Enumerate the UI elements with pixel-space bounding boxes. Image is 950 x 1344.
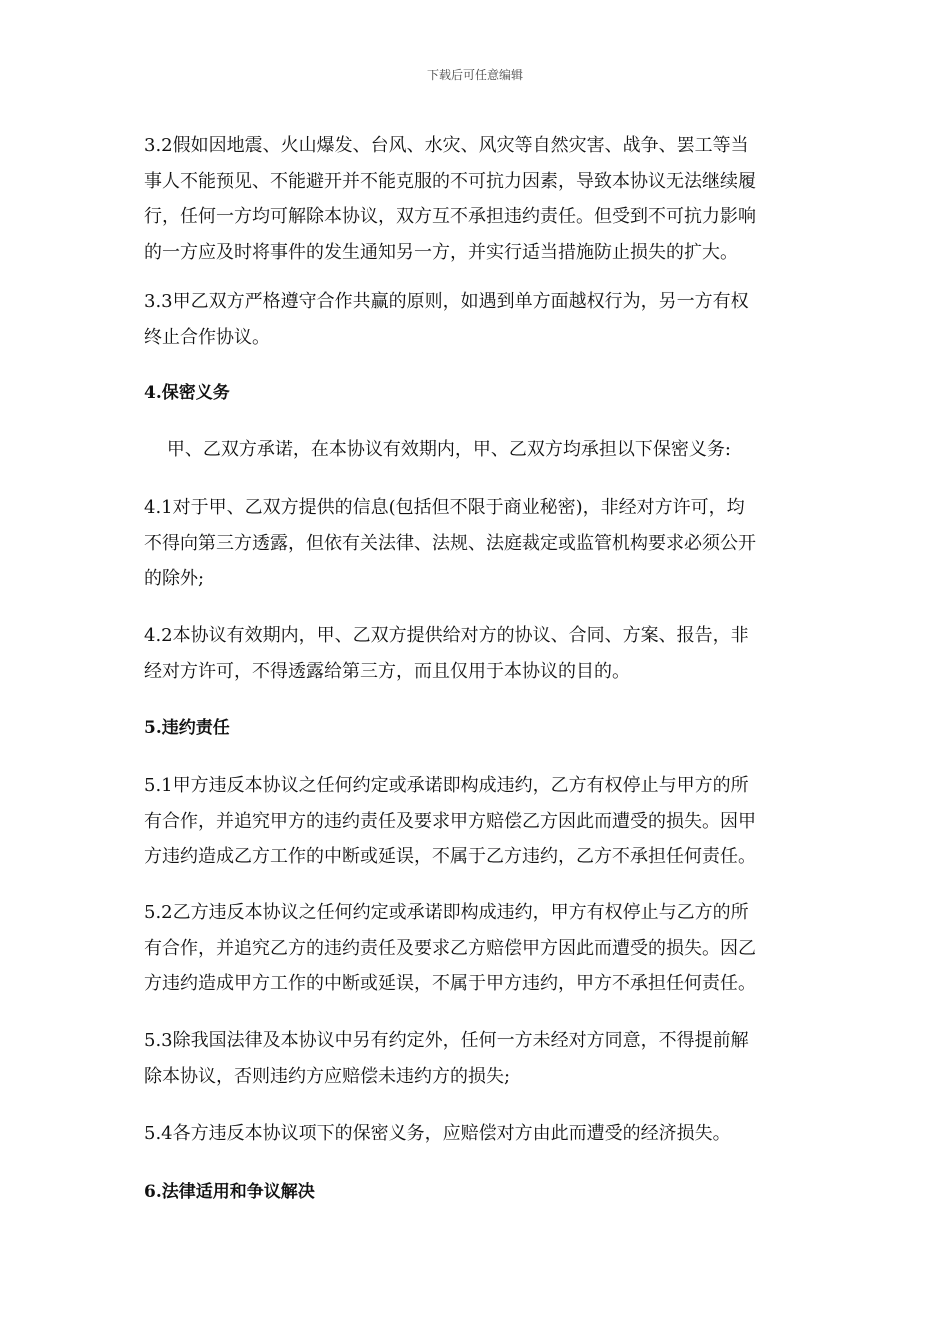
paragraph-4-2: [144, 618, 804, 689]
text-line: 3.3甲乙双方严格遵守合作共赢的原则，如遇到单方面越权行为，另一方有权: [144, 291, 749, 312]
text-line: 有合作，并追究乙方的违约责任及要求乙方赔偿甲方因此而遭受的损失。因乙: [144, 937, 756, 959]
text-line: 4.2本协议有效期内，甲、乙双方提供给对方的协议、合同、方案、报告，非: [144, 625, 749, 646]
section-heading-4: 4.保密义务: [144, 383, 230, 403]
text-line: 方违约造成甲方工作的中断或延误，不属于甲方违约，甲方不承担任何责任。: [144, 973, 756, 994]
text-line: 经对方许可，不得透露给第三方，而且仅用于本协议的目的。: [144, 660, 630, 682]
text-line: 5.4各方违反本协议项下的保密义务，应赔偿对方由此而遭受的经济损失。: [144, 1123, 731, 1144]
section-heading-5: 5.违约责任: [144, 718, 230, 738]
text-line: 的一方应及时将事件的发生通知另一方，并实行适当措施防止损失的扩大。: [144, 241, 738, 263]
text-line: 终止合作协议。: [144, 326, 270, 348]
text-line: 除本协议，否则违约方应赔偿未违约方的损失;: [144, 1065, 511, 1087]
text-line: 3.2假如因地震、火山爆发、台风、水灾、风灾等自然灾害、战争、罢工等当: [144, 135, 749, 156]
text-line: 不得向第三方透露，但依有关法律、法规、法庭裁定或监管机构要求必须公开: [144, 532, 756, 554]
paragraph-5-3: [144, 1023, 804, 1094]
paragraph-5-1: [144, 768, 804, 875]
text-line: 有合作，并追究甲方的违约责任及要求甲方赔偿乙方因此而遭受的损失。因甲: [144, 810, 756, 832]
text-line: 5.2乙方违反本协议之任何约定或承诺即构成违约，甲方有权停止与乙方的所: [144, 902, 749, 923]
paragraph-5-4: [144, 1116, 804, 1152]
text-line: 的除外;: [144, 568, 205, 589]
text-line: 5.1甲方违反本协议之任何约定或承诺即构成违约，乙方有权停止与甲方的所: [144, 775, 749, 796]
paragraph-5-2: [144, 895, 804, 1002]
text-line: 5.3除我国法律及本协议中另有约定外，任何一方未经对方同意，不得提前解: [144, 1030, 749, 1051]
text-line: 事人不能预见、不能避开并不能克服的不可抗力因素，导致本协议无法继续履: [144, 170, 756, 192]
text-line: 行，任何一方均可解除本协议，双方互不承担违约责任。但受到不可抗力影响: [144, 206, 756, 227]
paragraph-3-2: [144, 128, 804, 270]
paragraph-3-3: [144, 284, 804, 355]
text-line: 甲、乙双方承诺，在本协议有效期内，甲、乙双方均承担以下保密义务:: [144, 439, 731, 460]
paragraph-4-1: [144, 490, 804, 597]
page-header: 下载后可任意编辑: [426, 68, 523, 82]
text-line: 4.1对于甲、乙双方提供的信息(包括但不限于商业秘密)，非经对方许可，均: [144, 497, 745, 518]
paragraph-4-intro: [144, 432, 804, 468]
text-line: 方违约造成乙方工作的中断或延误，不属于乙方违约，乙方不承担任何责任。: [144, 846, 756, 867]
section-heading-6: 6.法律适用和争议解决: [144, 1182, 315, 1202]
